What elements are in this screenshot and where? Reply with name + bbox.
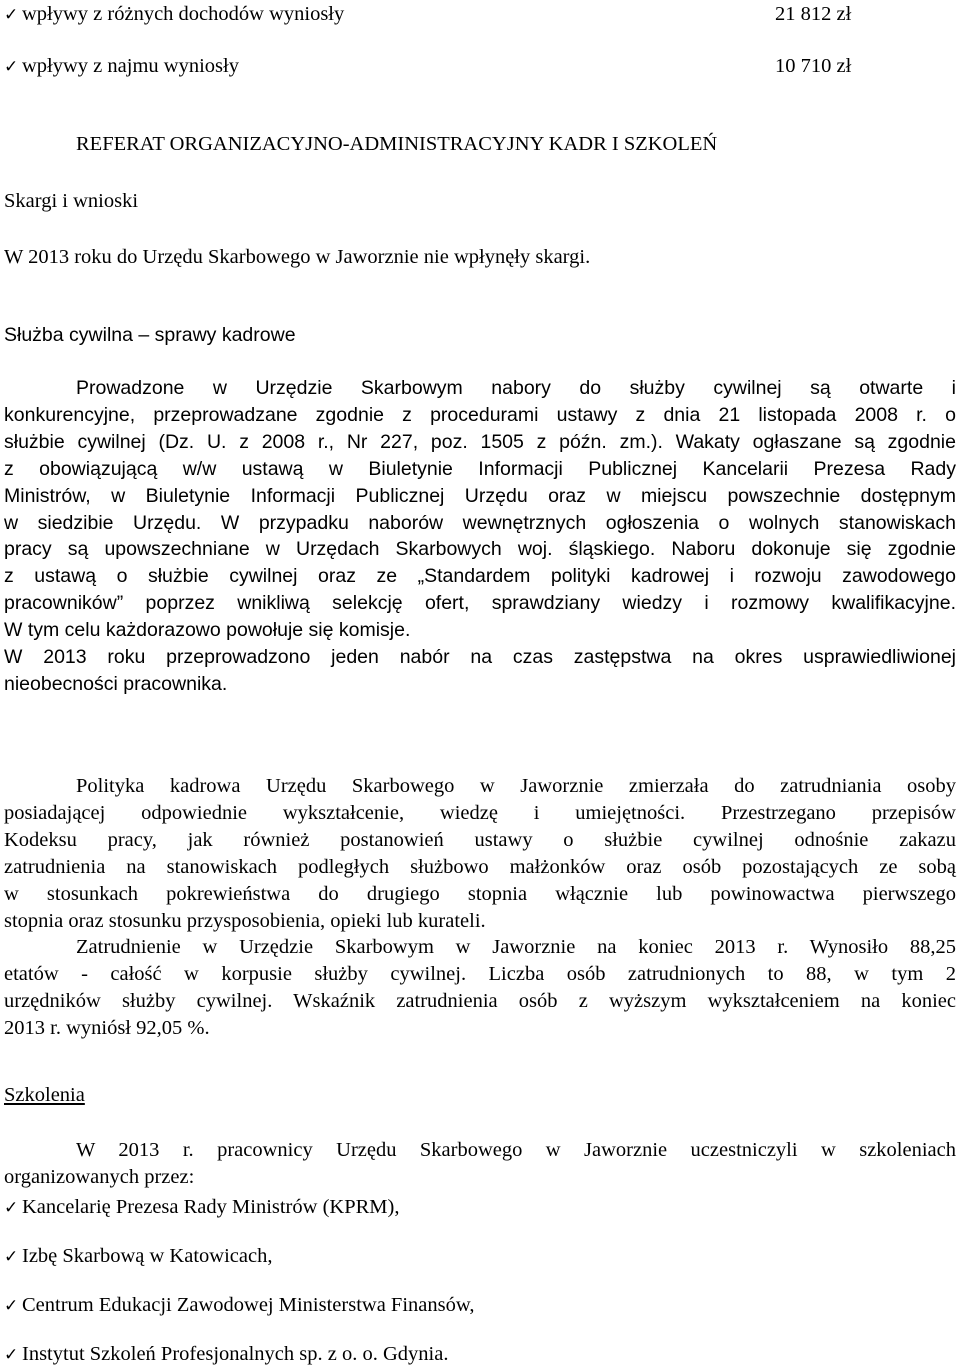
checkmark-icon: ✓ — [4, 5, 19, 25]
paragraph-line: konkurencyjne, przeprowadzane zgodnie z procedurami ustawy z dnia 21 listopada 2008 r. o — [4, 403, 956, 426]
civil-service-heading: Służba cywilna – sprawy kadrowe — [4, 324, 296, 346]
training-heading-text: Szkolenia — [4, 1084, 85, 1106]
paragraph-line: organizowanych przez: — [4, 1165, 195, 1188]
paragraph-line: pracy są upowszechniane w Urzędach Skarbowych woj. śląskiego. Naboru dokonuje się zgodnie — [4, 538, 956, 561]
paragraph-line: W 2013 r. pracownicy Urzędu Skarbowego w Jaworznie uczestniczyli w szkoleniach — [76, 1139, 956, 1161]
paragraph-line: Prowadzone w Urzędzie Skarbowym nabory do służby cywilnej są otwarte i — [76, 377, 956, 399]
organizer-label: Centrum Edukacji Zawodowej Ministerstwa Finansów, — [22, 1294, 475, 1316]
organizer-label: Instytut Szkoleń Profesjonalnych sp. z o. o. Gdynia. — [22, 1343, 449, 1365]
paragraph-line: W tym celu każdorazowo powołuje się komisje. — [4, 619, 411, 642]
income-row-1 — [4, 1, 344, 28]
section-title: REFERAT ORGANIZACYJNO-ADMINISTRACYJNY KADR I SZKOLEŃ — [76, 133, 718, 155]
paragraph-line: w siedzibie Urzędu. W przypadku naborów wewnętrznych ogłoszenia o wolnych stanowiskach — [4, 511, 956, 534]
paragraph-line: Ministrów, w Biuletynie Informacji Publicznej Urzędu oraz w miejscu powszechnie dostępnym — [4, 484, 956, 507]
paragraph-line: etatów - całość w korpusie służby cywilnej. Liczba osób zatrudnionych to 88, w tym 2 — [4, 963, 956, 986]
checkmark-icon: ✓ — [4, 1345, 19, 1365]
training-heading — [4, 1082, 85, 1108]
civil-service-paragraph — [4, 375, 956, 698]
organizer-label: Kancelarię Prezesa Rady Ministrów (KPRM), — [22, 1196, 400, 1218]
income-amount: 21 812 zł — [775, 3, 852, 25]
paragraph-line: Kodeksu pracy, jak również postanowień ustawy o służbie cywilnej odnośnie zakazu — [4, 828, 956, 851]
organizer-item — [4, 1194, 399, 1221]
paragraph-line: Zatrudnienie w Urzędzie Skarbowym w Jaworznie na koniec 2013 r. Wynosiło 88,25 — [76, 936, 956, 959]
paragraph-line: W 2013 roku przeprowadzono jeden nabór na czas zastępstwa na okres usprawiedliwionej — [4, 646, 956, 669]
policy-paragraph — [4, 773, 956, 1042]
organizer-item — [4, 1292, 474, 1319]
paragraph-line: Polityka kadrowa Urzędu Skarbowego w Jaworznie zmierzała do zatrudniania osoby — [76, 775, 956, 797]
income-row-2 — [4, 53, 239, 80]
complaints-text: W 2013 roku do Urzędu Skarbowego w Jaworznie nie wpłynęły skargi. — [4, 246, 591, 268]
paragraph-line: nieobecności pracownika. — [4, 672, 228, 695]
paragraph-line: zatrudnienia na stanowiskach podległych służbowo małżonków oraz osób pozostających ze sobą — [4, 855, 956, 878]
income-label: wpływy z różnych dochodów wyniosły — [22, 3, 345, 25]
paragraph-line: w stosunkach pokrewieństwa do drugiego stopnia włącznie lub powinowactwa pierwszego — [4, 882, 956, 905]
income-amount: 10 710 zł — [775, 55, 852, 77]
checkmark-icon: ✓ — [4, 57, 19, 77]
organizer-label: Izbę Skarbową w Katowicach, — [22, 1245, 273, 1267]
training-intro — [4, 1137, 956, 1191]
paragraph-line: pracowników” poprzez wnikliwą selekcję ofert, sprawdziany wiedzy i rozmowy kwalifikacyjne. — [4, 592, 956, 615]
paragraph-line: stopnia oraz stosunku przysposobienia, opieki lub kurateli. — [4, 909, 486, 932]
paragraph-line: z ustawą o służbie cywilnej oraz ze „Standardem polityki kadrowej i rozwoju zawodowego — [4, 565, 956, 588]
paragraph-line: posiadającej odpowiednie wykształcenie, wiedzę i umiejętności. Przestrzegano przepisów — [4, 801, 956, 824]
complaints-heading: Skargi i wnioski — [4, 190, 139, 212]
paragraph-line: urzędników służby cywilnej. Wskaźnik zatrudnienia osób z wyższym wykształceniem na koniec — [4, 990, 956, 1013]
checkmark-icon: ✓ — [4, 1247, 19, 1267]
income-label: wpływy z najmu wyniosły — [22, 55, 239, 77]
organizer-item — [4, 1341, 448, 1368]
checkmark-icon: ✓ — [4, 1296, 19, 1316]
paragraph-line: z obowiązującą w/w ustawą w Biuletynie Informacji Publicznej Kancelarii Prezesa Rady — [4, 457, 956, 480]
checkmark-icon: ✓ — [4, 1198, 19, 1218]
paragraph-line: służbie cywilnej (Dz. U. z 2008 r., Nr 227, poz. 1505 z późn. zm.). Wakaty ogłaszane są zgodnie — [4, 430, 956, 453]
paragraph-line: 2013 r. wyniósł 92,05 %. — [4, 1017, 210, 1040]
organizer-item — [4, 1243, 272, 1270]
